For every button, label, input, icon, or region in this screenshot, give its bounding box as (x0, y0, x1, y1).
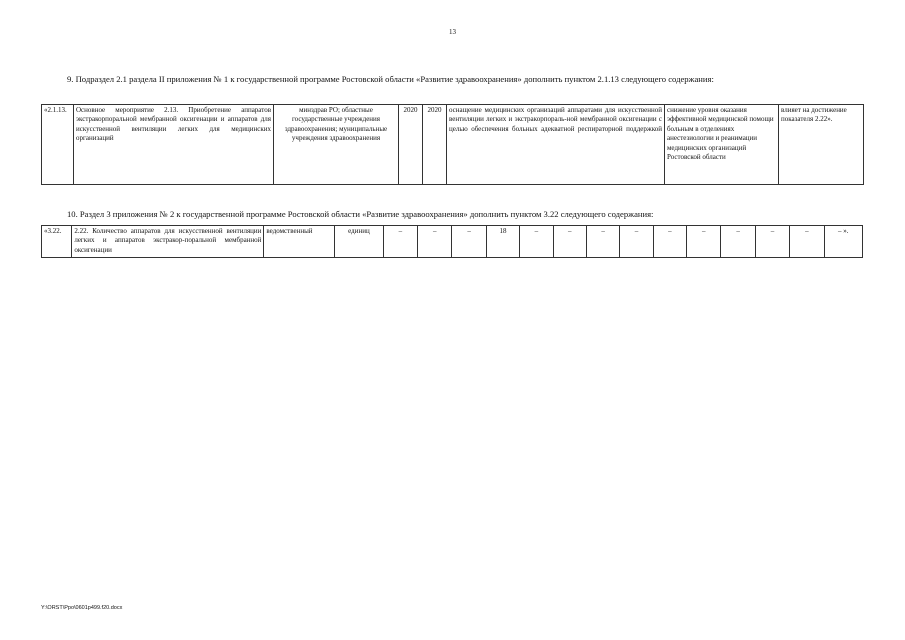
measure-end-year: 2020 (423, 105, 447, 185)
measure-start-year: 2020 (399, 105, 423, 185)
indicator-value: – (418, 226, 452, 258)
indicator-value: – (553, 226, 586, 258)
indicator-type: ведомственный (264, 226, 335, 258)
paragraph-10: 10. Раздел 3 приложения № 2 к государственной программе Ростовской области «Развитие здравоохранения» дополнить пунктом 3.22 следующего содержания: (67, 208, 654, 219)
indicator-value: – (687, 226, 721, 258)
indicator-value: – (755, 226, 789, 258)
measures-table (41, 104, 864, 185)
indicator-unit: единиц (335, 226, 384, 258)
page-number: 13 (449, 28, 456, 36)
measure-executor: минздрав РО; областные государственные учреждения здравоохранения; муниципальные учреждения здравоохранения (274, 105, 399, 185)
measure-consequences: снижение уровня оказания эффективной медицинской помощи больным в отделениях анестезиологии и реанимации медицинских организаций Ростовской области (665, 105, 779, 185)
indicator-value: – (620, 226, 653, 258)
indicator-name: 2.22. Количество аппаратов для искусственной вентиляции легких и аппаратов экстракор-поральной мембранной оксигенации (72, 226, 264, 258)
indicator-value: – (520, 226, 553, 258)
indicator-value: 18 (486, 226, 519, 258)
indicators-table (41, 225, 863, 258)
indicator-value: – (383, 226, 417, 258)
indicator-value: – (721, 226, 755, 258)
measure-number: «2.1.13. (42, 105, 74, 185)
measure-result: оснащение медицинских организаций аппаратами для искусственной вентиляции легких и экстракорпораль-ной мембранной оксигенации с целью обеспечения больных адекватной респираторной поддержкой (447, 105, 665, 185)
table-row (42, 226, 863, 258)
paragraph-9: 9. Подраздел 2.1 раздела II приложения № 1 к государственной программе Ростовской области «Развитие здравоохранения» дополнить пунктом 2.1.13 следующего содержания: (67, 73, 714, 84)
measure-name: Основное мероприятие 2.13. Приобретение аппаратов экстракорпоральной мембранной оксигенации и аппаратов для искусственной вентиляции легких для медицинских организаций (74, 105, 274, 185)
measure-link: влияет на достижение показателя 2.22». (779, 105, 864, 185)
indicator-value: – (586, 226, 619, 258)
indicator-value: – (790, 226, 824, 258)
indicator-value: – (452, 226, 486, 258)
table-row (42, 105, 864, 185)
indicator-number: «3.22. (42, 226, 72, 258)
indicator-value: – ». (824, 226, 863, 258)
footer-file-path: Y:\ORST\Ppo\0601p499.f20.docx (41, 605, 123, 611)
indicator-value: – (653, 226, 686, 258)
